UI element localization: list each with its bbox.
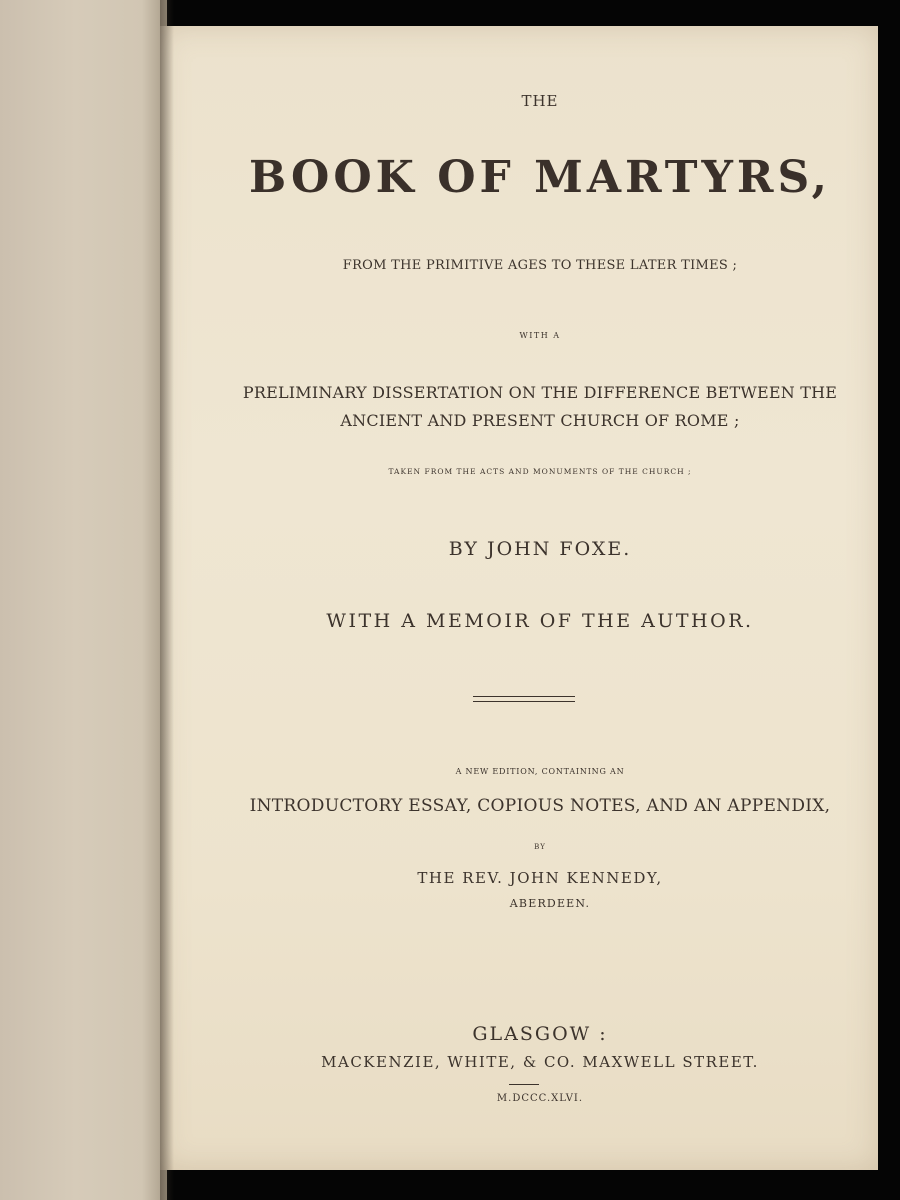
double-rule-top bbox=[473, 696, 575, 697]
imprint-year: M.DCCC.XLVI. bbox=[496, 1093, 584, 1104]
imprint-city: GLASGOW : bbox=[472, 1023, 608, 1045]
title-article: THE bbox=[521, 92, 559, 110]
dissertation-line-1: PRELIMINARY DISSERTATION ON THE DIFFERENCE BETWEEN THE bbox=[242, 383, 838, 402]
book-title: BOOK OF MARTYRS, bbox=[249, 152, 831, 203]
double-rule-bottom bbox=[473, 701, 575, 702]
imprint-rule bbox=[509, 1084, 539, 1085]
facing-blank-page bbox=[0, 0, 167, 1200]
book-subtitle: FROM THE PRIMITIVE AGES TO THESE LATER TIMES ; bbox=[342, 258, 738, 273]
editor-location: ABERDEEN. bbox=[509, 897, 591, 910]
source-note: TAKEN FROM THE ACTS AND MONUMENTS OF THE CHURCH ; bbox=[388, 467, 692, 476]
title-page bbox=[160, 26, 878, 1170]
editor-name: THE REV. JOHN KENNEDY, bbox=[417, 869, 663, 887]
memoir-line: WITH A MEMOIR OF THE AUTHOR. bbox=[326, 610, 754, 632]
author-line: BY JOHN FOXE. bbox=[448, 538, 632, 560]
gutter-shadow bbox=[160, 0, 174, 1200]
editor-by: BY bbox=[534, 843, 546, 851]
with-a-connector: WITH A bbox=[519, 331, 561, 340]
dissertation-block bbox=[160, 379, 878, 435]
edition-note: A NEW EDITION, CONTAINING AN bbox=[455, 767, 625, 776]
imprint-publisher: MACKENZIE, WHITE, & CO. MAXWELL STREET. bbox=[321, 1053, 759, 1071]
dissertation-line-2: ANCIENT AND PRESENT CHURCH OF ROME ; bbox=[340, 411, 740, 430]
edition-contents: INTRODUCTORY ESSAY, COPIOUS NOTES, AND AN APPENDIX, bbox=[249, 796, 831, 816]
